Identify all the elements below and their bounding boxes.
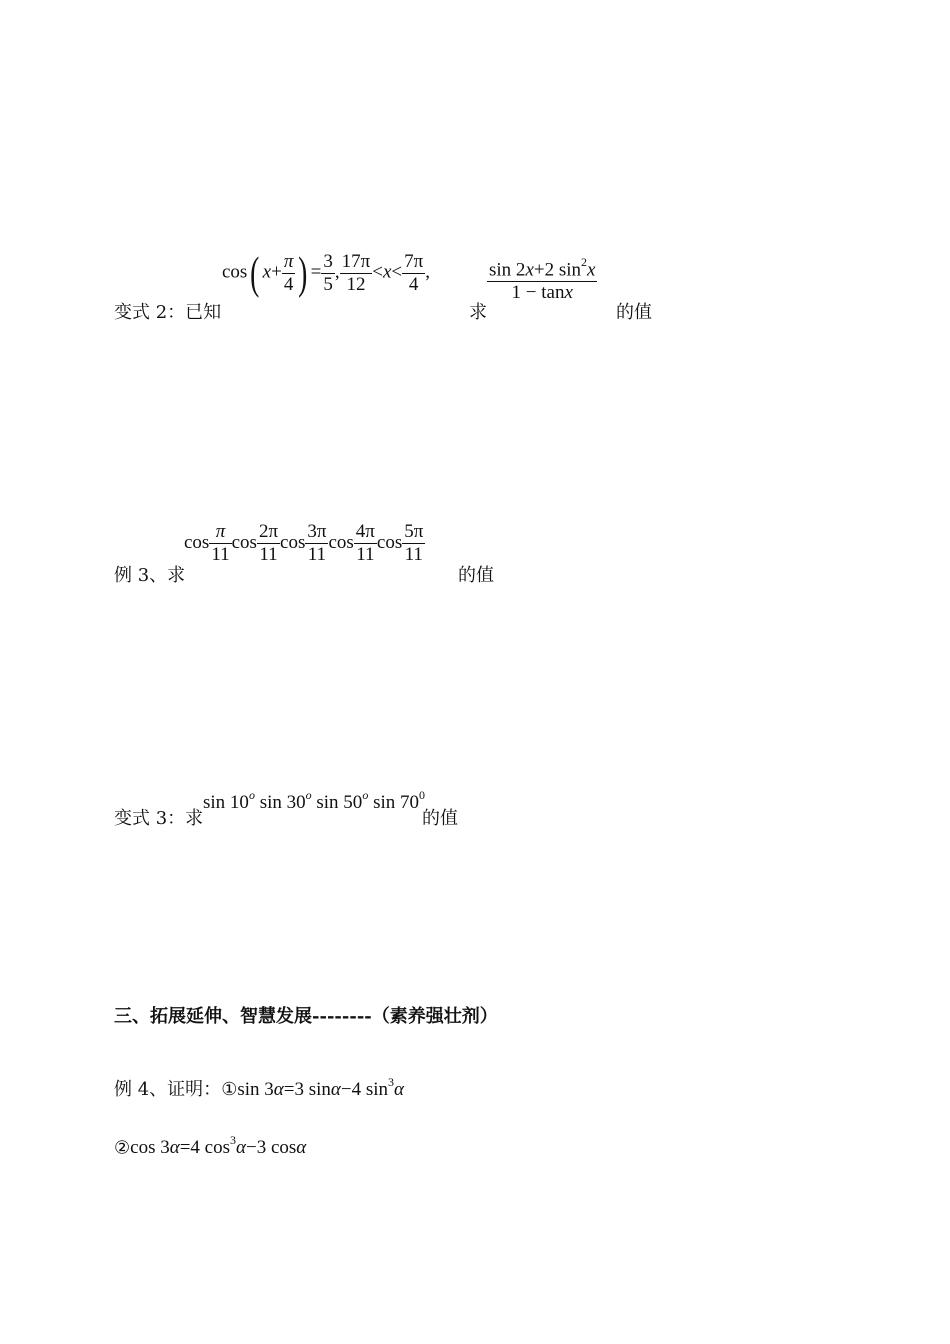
- square-exponent: 2: [581, 255, 588, 269]
- degree-sup: 0: [419, 788, 425, 802]
- example-4-label: 例 4、证明：: [114, 1079, 222, 1100]
- pi-over-4: [282, 252, 296, 295]
- sin-2-text: sin 2: [489, 259, 526, 281]
- example-3-line: [114, 561, 185, 587]
- identity-2: [130, 1133, 307, 1159]
- eq-3-sin-text: =3 sin: [283, 1079, 331, 1100]
- term-fraction: [354, 522, 377, 565]
- circled-two-marker: ②: [114, 1137, 131, 1158]
- variant-3-line: [114, 804, 203, 830]
- cos-text: cos: [328, 531, 354, 553]
- x-var: x: [564, 282, 573, 304]
- sin-text: sin 70: [373, 792, 419, 814]
- section-3-heading: 三、拓展延伸、智慧发展--------（素养强壮剂）: [114, 1006, 498, 1027]
- frac-den: 4: [408, 273, 419, 295]
- term-fraction: [209, 522, 231, 565]
- right-paren: ): [298, 247, 308, 298]
- example-4-item-2: [114, 1135, 306, 1159]
- cos-text: cos: [231, 531, 257, 553]
- minus-4-sin-text: −4 sin: [340, 1079, 389, 1100]
- frac-den: [487, 282, 597, 303]
- sin-text: sin 30: [259, 792, 306, 814]
- comma-2: ,: [425, 261, 430, 283]
- eq-4-cos-text: =4 cos: [179, 1137, 230, 1159]
- cos-text: cos: [184, 531, 210, 553]
- frac-den: 5: [323, 273, 333, 295]
- sin-text: sin 50: [316, 792, 363, 814]
- seventeen-pi-over-12: [340, 252, 373, 295]
- frac-num: π: [209, 522, 231, 544]
- degree-sup: o: [362, 788, 369, 802]
- comma: ,: [334, 261, 340, 283]
- x-var: x: [262, 261, 272, 283]
- plus-2-sin-text: +2 sin: [533, 259, 582, 281]
- frac-den: 11: [356, 543, 375, 565]
- circled-one-marker: ①: [221, 1079, 238, 1099]
- variant-2-formula: [222, 247, 430, 298]
- term-fraction: [305, 522, 328, 565]
- frac-num: [487, 255, 597, 282]
- alpha-var: α: [296, 1137, 307, 1159]
- x-var: x: [587, 259, 596, 281]
- frac-num: 3π: [307, 521, 327, 542]
- sin-term-3: [316, 788, 369, 814]
- alpha-var: α: [330, 1079, 341, 1100]
- frac-num: 5π: [404, 521, 424, 542]
- frac-den: 4: [283, 273, 294, 295]
- frac-den: 11: [307, 543, 327, 565]
- example-3-label: 例 3、求: [114, 565, 186, 586]
- frac-den: 11: [259, 543, 278, 565]
- frac-num: 4π: [355, 521, 375, 542]
- sin-text: sin 10: [203, 792, 249, 814]
- cos-text: cos: [376, 531, 403, 553]
- frac-num: π: [283, 250, 294, 272]
- frac-den: 11: [211, 543, 230, 565]
- frac-den: 11: [404, 543, 423, 565]
- sin-ratio: [487, 255, 597, 304]
- term-fraction: [257, 522, 280, 565]
- sin-term-2: [259, 788, 312, 814]
- qiu-text: 求: [469, 302, 487, 323]
- frac-num: 3: [323, 250, 333, 272]
- sin-term-1: [203, 788, 255, 814]
- variant-2-tail: 的值: [616, 302, 652, 323]
- less-than-2: <: [391, 261, 403, 283]
- variant-3-label: 变式 3：求: [114, 808, 204, 829]
- one-minus-tan-text: 1 − tan: [511, 282, 565, 304]
- degree-sup: o: [248, 788, 255, 802]
- cube-exponent: 3: [388, 1074, 395, 1089]
- cos-term-1: [184, 521, 232, 565]
- cube-exponent: 3: [230, 1133, 236, 1147]
- x-var: x: [525, 259, 534, 281]
- frac-num: 17π: [341, 250, 371, 272]
- frac-num: 2π: [258, 521, 279, 542]
- example-3-tail: 的值: [458, 565, 494, 586]
- minus-3-cos-text: −3 cos: [245, 1137, 297, 1159]
- sin-term-4: [373, 788, 425, 814]
- sin-3-text: sin 3: [237, 1079, 274, 1100]
- alpha-var: α: [169, 1137, 180, 1159]
- cos-text: cos: [222, 261, 248, 283]
- term-fraction: [402, 522, 425, 565]
- degree-sup: o: [305, 788, 312, 802]
- plus-sign: +: [271, 261, 282, 283]
- alpha-var: α: [394, 1079, 404, 1100]
- alpha-var: α: [236, 1137, 246, 1159]
- example-3-formula: [184, 522, 425, 565]
- target-fraction: [487, 255, 597, 304]
- variant-3-tail: 的值: [422, 808, 458, 829]
- left-paren: (: [250, 247, 260, 298]
- cos-text: cos: [280, 531, 306, 553]
- identity-1: [237, 1074, 404, 1100]
- three-fifths: [321, 252, 335, 295]
- variant-2-line: [114, 298, 221, 324]
- cos-3-text: cos 3: [130, 1137, 170, 1159]
- less-than: <: [372, 261, 383, 283]
- seven-pi-over-4: [402, 252, 425, 295]
- x-var-2: x: [382, 261, 392, 283]
- variant-3-formula: [203, 790, 425, 814]
- variant-2-label: 变式 2：已知: [114, 302, 222, 323]
- frac-den: 12: [346, 273, 366, 295]
- frac-num: 7π: [404, 250, 424, 272]
- alpha-var: α: [273, 1079, 284, 1100]
- example-4-line: [114, 1075, 404, 1101]
- equals-sign: =: [310, 261, 322, 283]
